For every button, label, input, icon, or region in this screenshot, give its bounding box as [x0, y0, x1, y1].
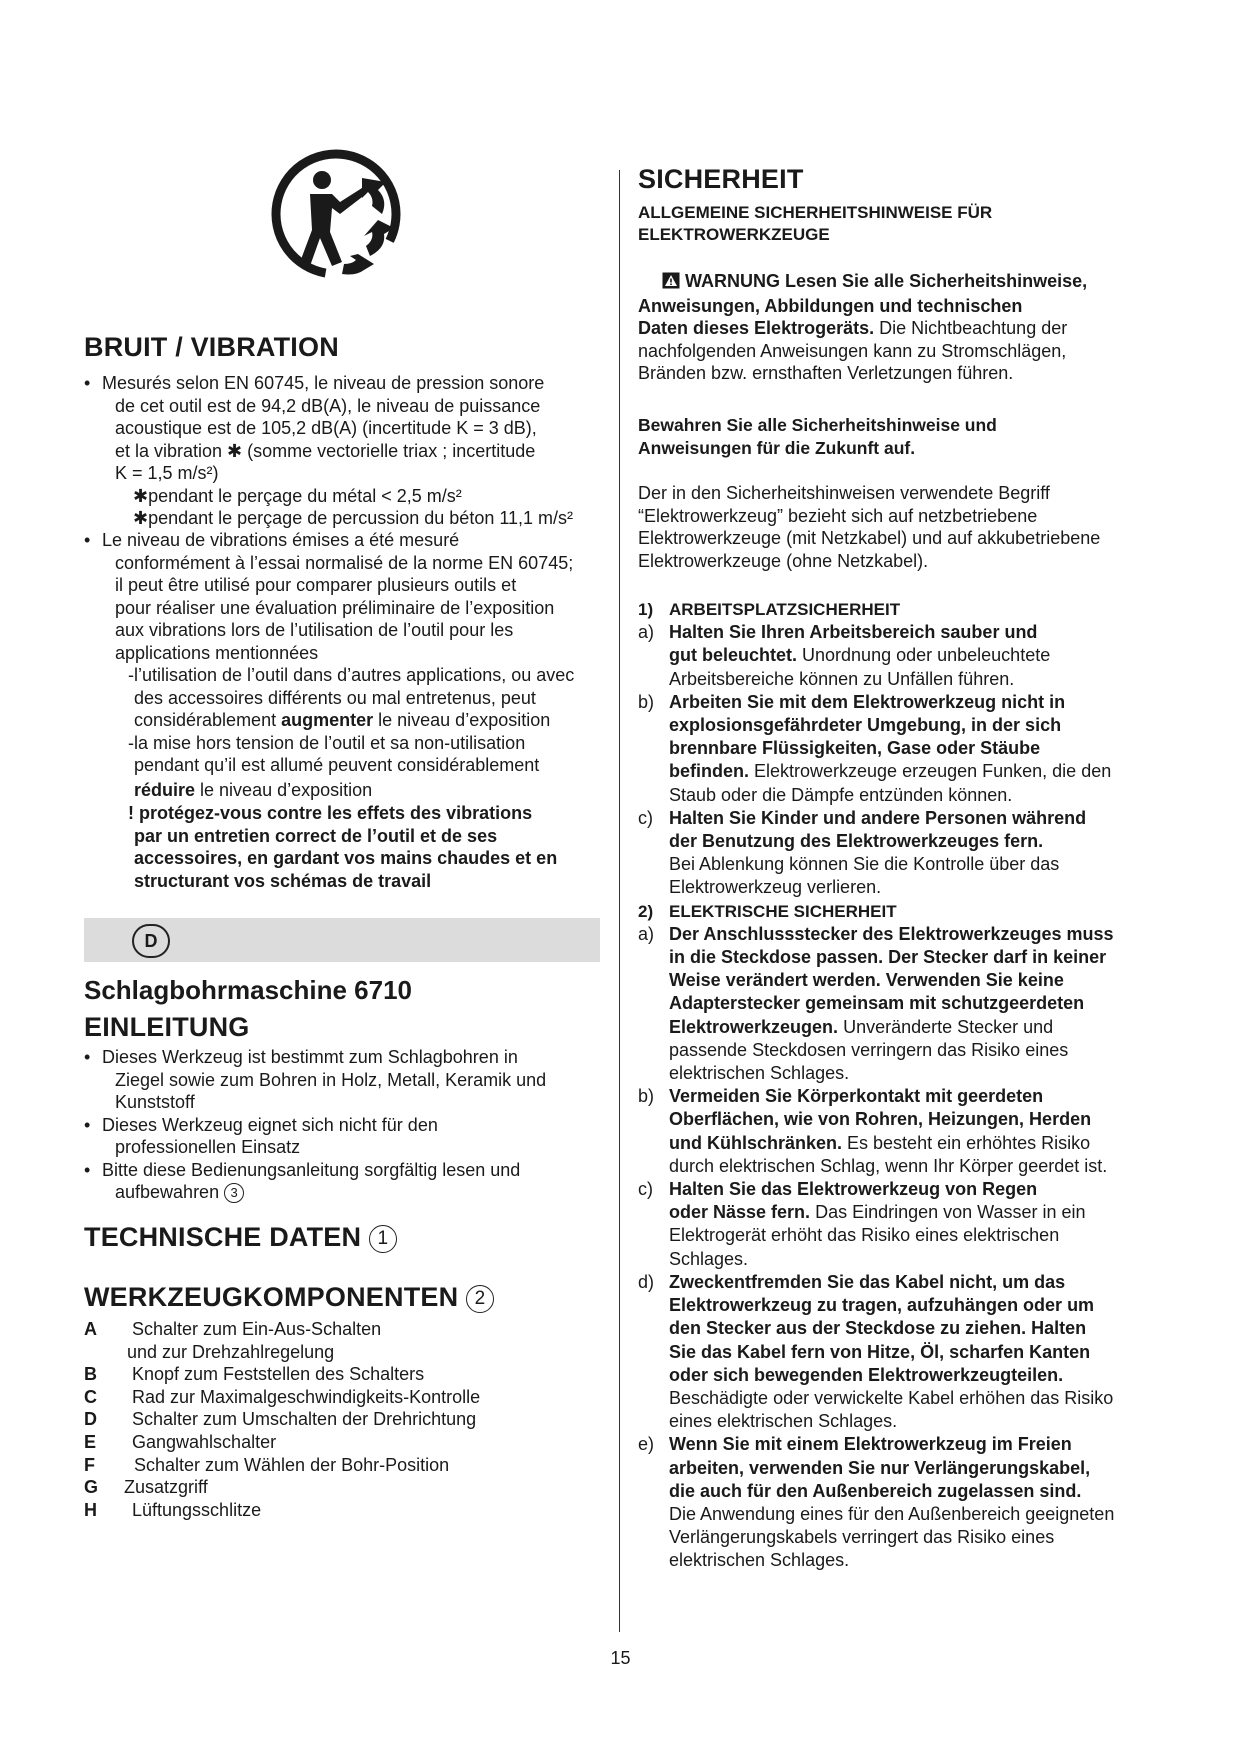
list-item: • Bitte diese Bedienungsanleitung sorgfältig lesen und — [84, 1159, 521, 1180]
list-item: d) Zweckentfremden Sie das Kabel nicht, um das — [638, 1271, 1066, 1292]
list-item: • Dieses Werkzeug ist bestimmt zum Schlagbohren in — [84, 1047, 518, 1067]
protect-line: accessoires, en gardant vos mains chaudes et en — [134, 848, 558, 868]
text-line: considérablement augmenter le niveau d’exposition — [134, 710, 551, 730]
bruit-bullet-1-text: • Mesurés selon EN 60745, le niveau de pression sonore de cet outil est de 94,2 dB(A), le niveau de puissance acoustique est de 105,2 dB(A) (incertitude K = 3 dB), et la vibration ✱ (somme vectorielle triax ; incertitude K = 1,5 m/s²) ✱pendant le perçage du métal < 2,5 m/s² ✱pendant le perçage de percussion du béton 11,1 m/s² — [84, 372, 624, 530]
bruit-bullet-2-text: • Le niveau de vibrations émises a été mesuré conformément à l’essai normalisé de la norme EN 60745; il peut être utilisé pour comparer plusieurs outils et pour réaliser une évaluation préliminaire de l’exposition aux vibrations lors de l’utilisation de l’outil pour les applications mentionnées -l’utilisation de l’outil dans d’autres applications, ou avec des accessoires différents ou mal entretenus, peut considérablement augmenter le niveau d’exposition -la mise hors tension de l’outil et sa non-utilisation pendant qu’il est allumé peuvent considérablement réduire le niveau d’exposition ! protégez-vous contre les effets des vibrations par un entretien correct de l’outil et de ses accessoires, en gardant vos mains chaudes et en structurant vos schémas de travail — [84, 529, 624, 892]
list-item: c) Halten Sie das Elektrowerkzeug von Regen — [638, 1179, 1038, 1200]
text-line: il peut être utilisé pour comparer plusieurs outils et — [115, 575, 517, 595]
text-line: professionellen Einsatz — [115, 1137, 301, 1157]
werkzeugkomponenten-title: WERKZEUGKOMPONENTEN 2 — [84, 1282, 494, 1313]
emphasis-reduire: réduire — [134, 779, 196, 800]
figure-ref-2: 2 — [466, 1285, 494, 1313]
section-heading: 2) ELEKTRISCHE SICHERHEIT — [638, 901, 897, 921]
star-line-beton: ✱pendant le perçage de percussion du béton 11,1 m/s² — [133, 508, 574, 528]
einleitung-title: EINLEITUNG — [84, 1012, 250, 1042]
text-line: acoustique est de 105,2 dB(A) (incertitude K = 3 dB), — [115, 418, 537, 438]
figure-ref-3: 3 — [224, 1183, 244, 1203]
text-line: aufbewahren 3 — [84, 1181, 624, 1204]
text-line: pendant qu’il est allumé peuvent considérablement — [134, 755, 540, 775]
bruit-title: BRUIT / VIBRATION — [84, 332, 339, 362]
component-row: H Lüftungsschlitze — [84, 1499, 262, 1520]
list-item: a) Der Anschlussstecker des Elektrowerkzeuges muss — [638, 923, 1114, 944]
components-list — [84, 1318, 480, 1521]
section-heading: 1) ARBEITSPLATZSICHERHEIT — [638, 600, 901, 619]
text-line: réduire le niveau d’exposition — [134, 779, 373, 800]
text-line: conformément à l’essai normalisé de la norme EN 60745; — [115, 552, 574, 573]
warning-paragraph: WARNUNG Lesen Sie alle Sicherheitshinweise, Anweisungen, Abbildungen und technischen Daten dieses Elektrogeräts. Die Nichtbeachtung der nachfolgenden Anweisungen kann zu Stromschlägen, Bränden bzw. ernsthaften Verletzungen führen. — [638, 271, 1088, 383]
list-item: b) Vermeiden Sie Körperkontakt mit geerdeten — [638, 1086, 1044, 1107]
list-item: e) Wenn Sie mit einem Elektrowerkzeug im Freien — [638, 1434, 1072, 1455]
technische-daten-title: TECHNISCHE DATEN 1 — [84, 1222, 397, 1253]
text-line: de cet outil est de 94,2 dB(A), le niveau de puissance — [115, 395, 541, 416]
section-arbeitsplatzsicherheit: 1) ARBEITSPLATZSICHERHEIT a) Halten Sie Ihren Arbeitsbereich sauber und gut beleuchtet. Unordnung oder unbeleuchtete Arbeitsbereiche können zu Unfällen führen. b) Arbeiten Sie mit dem Elektrowerkzeug nicht in explosionsgefährdeter Umgebung, in der sich brennbare Flüssigkeiten, Gase oder Stäube befinden. Elektrowerkzeuge erzeugen Funken, die den Staub oder die Dämpfe entzünden können. c) Halten Sie Kinder und andere Personen während der Benutzung des Elektrowerkzeuges fern. Bei Ablenkung können Sie die Kontrolle über das Elektrowerkzeug verlieren. 2) ELEKTRISCHE SICHERHEIT a) Der Anschlussstecker des Elektrowerkzeuges muss in die Steckdose passen. Der Stecker darf in keiner Weise verändert werden. Verwenden Sie keine Adapterstecker gemeinsam mit schutzgeerdeten Elektrowerkzeugen. Unveränderte Stecker und passende Steckdosen verringern das Risiko eines elektrischen Schlages. b) Vermeiden Sie Körperkontakt mit geerdeten Oberflächen, wie von Rohren, Heizungen, Herden und Kühlschränken. Es besteht ein erhöhtes Risiko durch elektrischen Schlag, wenn Ihr Körper geerdet ist. c) Halten Sie das Elektrowerkzeug von Regen oder Nässe fern. Das Eindringen von Wasser in ein Elektrogerät erhöht das Risiko eines elektrischen Schlages. d) Zweckentfremden Sie das Kabel nicht, um das Elektrowerkzeug zu tragen, aufzuhängen oder um den Stecker aus der Steckdose zu ziehen. Halten Sie das Kabel fern von Hitze, Öl, scharfen Kanten oder sich bewegenden Elektrowerkzeugteilen. Beschädigte oder verwickelte Kabel erhöhen das Risiko eines elektrischen Schlages. e) Wenn Sie mit einem Elektrowerkzeug im Freien arbeiten, verwenden Sie nur Verlängerungskabel, die auch für den Außenbereich zugelassen sind. Die Anwendung eines für den Außenbereich geeigneten Verlängerungskabels verringert das Risiko eines elektrischen Schlages. — [638, 598, 1178, 1573]
component-row: D Schalter zum Umschalten der Drehrichtung — [84, 1409, 477, 1430]
einleitung-list — [84, 1046, 624, 1204]
text-line: applications mentionnées — [115, 642, 319, 663]
figure-ref-1: 1 — [369, 1225, 397, 1253]
text-line: des accessoires différents ou mal entretenus, peut — [134, 687, 536, 708]
text-line: et la vibration ✱ (somme vectorielle triax ; incertitude — [115, 440, 536, 461]
keep-instructions: Bewahren Sie alle Sicherheitshinweise und Anweisungen für die Zukunft auf. — [638, 415, 997, 458]
list-item: c) Halten Sie Kinder und andere Personen während — [638, 807, 1087, 828]
component-row: E Gangwahlschalter — [84, 1431, 277, 1452]
list-item: a) Halten Sie Ihren Arbeitsbereich sauber und — [638, 622, 1038, 643]
list-item: b) Arbeiten Sie mit dem Elektrowerkzeug nicht in — [638, 691, 1066, 712]
sicherheit-subtitle: ALLGEMEINE SICHERHEITSHINWEISE FÜR ELEKTROWERKZEUGE — [638, 203, 993, 244]
language-bar — [84, 918, 600, 962]
component-row: A Schalter zum Ein-Aus-Schalten und zur Drehzahlregelung — [84, 1319, 382, 1362]
term-definition: Der in den Sicherheitshinweisen verwendete Begriff “Elektrowerkzeug” bezieht sich auf netzbetriebene Elektrowerkzeuge (mit Netzkabel) und auf akkubetriebene Elektrowerkzeuge (ohne Netzkabel). — [638, 483, 1101, 571]
text-line: Mesurés selon EN 60745, le niveau de pression sonore — [102, 373, 545, 393]
text-line: aux vibrations lors de l’utilisation de l’outil pour les — [115, 620, 514, 640]
component-row: B Knopf zum Feststellen des Schalters — [84, 1364, 425, 1385]
component-row: C Rad zur Maximalgeschwindigkeits-Kontrolle — [84, 1386, 481, 1407]
text-line: -la mise hors tension de l’outil et sa non-utilisation — [128, 732, 526, 753]
component-row: F Schalter zum Wählen der Bohr-Position — [84, 1454, 450, 1475]
text-line: Ziegel sowie zum Bohren in Holz, Metall, Keramik und — [115, 1069, 547, 1090]
sicherheit-title: SICHERHEIT — [638, 164, 804, 194]
text-line: pour réaliser une évaluation préliminaire de l’exposition — [115, 597, 555, 618]
component-row: G Zusatzgriff — [84, 1477, 208, 1498]
list-item: • Dieses Werkzeug eignet sich nicht für den — [84, 1114, 438, 1135]
page-number: 15 — [610, 1648, 631, 1668]
recycling-logo-icon — [270, 142, 416, 288]
protect-line: structurant vos schémas de travail — [134, 870, 432, 891]
language-badge: D — [132, 924, 170, 958]
text-line: Kunststoff — [115, 1092, 195, 1112]
text-line: -l’utilisation de l’outil dans d’autres applications, ou avec — [128, 665, 575, 685]
protect-line: ! protégez-vous contre les effets des vibrations — [128, 803, 533, 823]
warning-icon — [662, 272, 680, 295]
star-line-metal: ✱pendant le perçage du métal < 2,5 m/s² — [133, 485, 462, 506]
protect-line: par un entretien correct de l’outil et de ses — [134, 825, 498, 846]
emphasis-augmenter: augmenter — [281, 710, 374, 730]
text-line: Le niveau de vibrations émises a été mesuré — [102, 530, 460, 550]
text-line: K = 1,5 m/s²) — [115, 463, 219, 483]
product-title: Schlagbohrmaschine 6710 — [84, 975, 413, 1005]
